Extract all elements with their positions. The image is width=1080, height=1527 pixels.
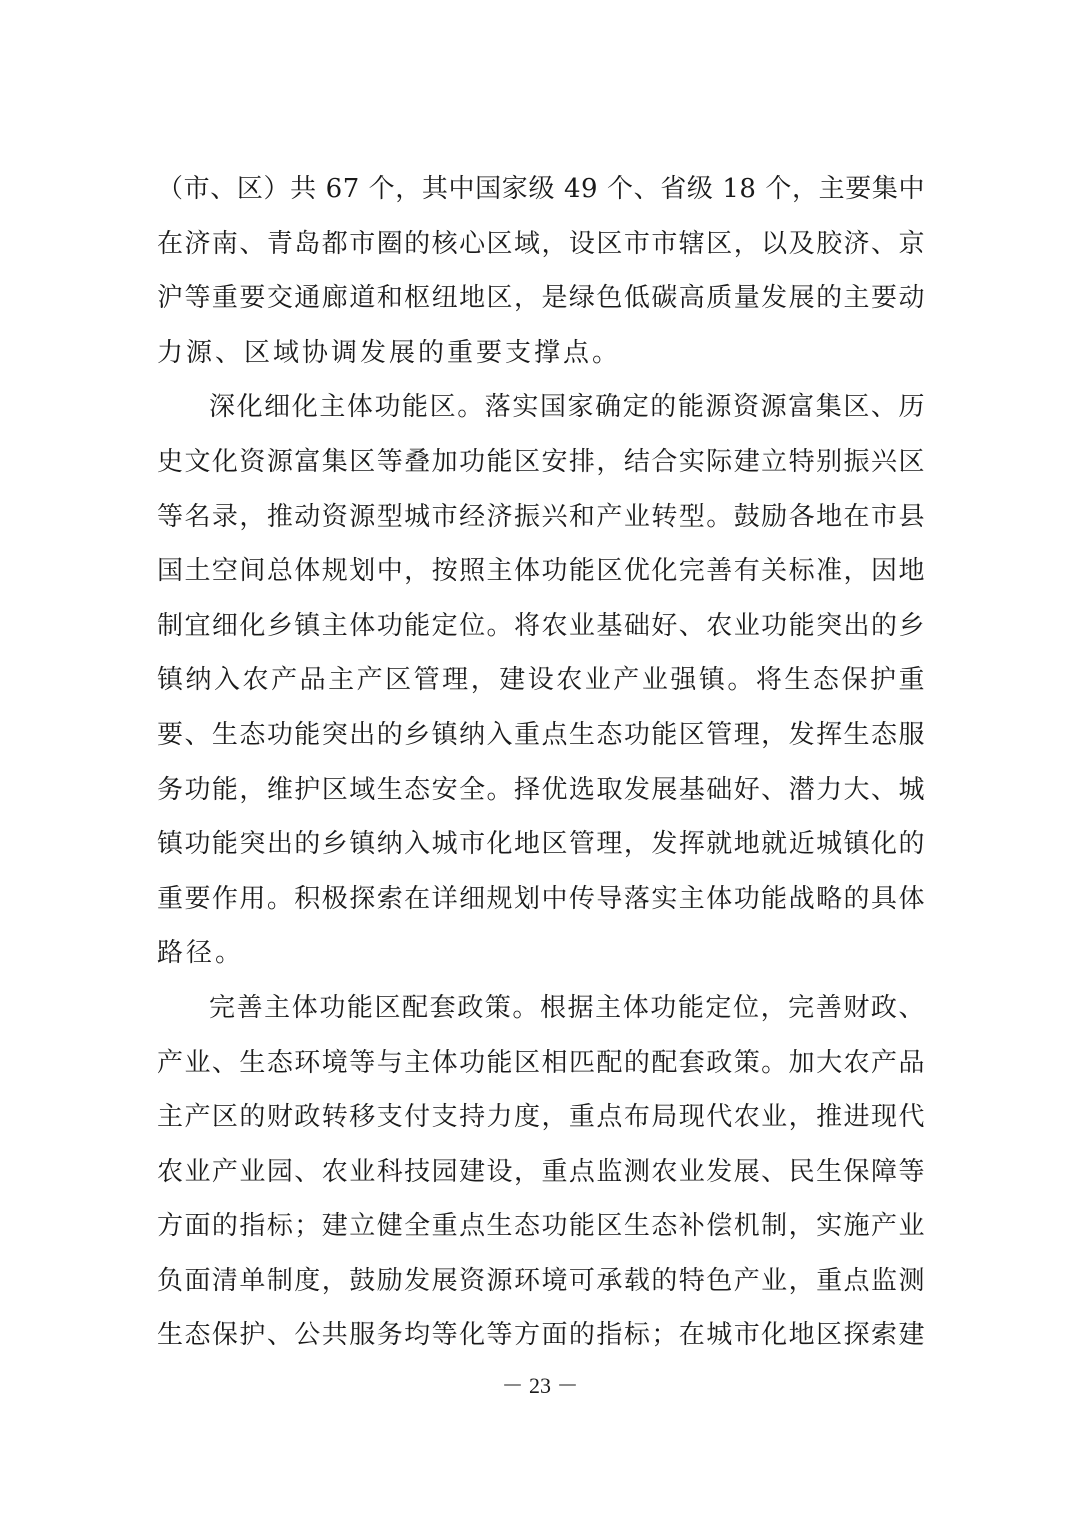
section-heading: 深化细化主体功能区。	[209, 392, 485, 423]
text-line: 路径。	[157, 938, 245, 969]
page-number: － 23 －	[501, 1373, 579, 1398]
text-line: 沪等重要交通廊道和枢纽地区，是绿色低碳高质量发展的主要动	[157, 283, 925, 314]
text-line: 等名录，推动资源型城市经济振兴和产业转型。鼓励各地在市县	[157, 501, 925, 532]
text-line: 在济南、青岛都市圈的核心区域，设区市市辖区，以及胶济、京	[157, 228, 925, 259]
text-line: 制宜细化乡镇主体功能定位。将农业基础好、农业功能突出的乡	[157, 610, 925, 641]
document-body	[157, 162, 925, 1363]
text-line: 史文化资源富集区等叠加功能区安排，结合实际建立特别振兴区	[157, 446, 925, 477]
section-heading: 完善主体功能区配套政策。	[209, 992, 540, 1023]
text-line: 务功能，维护区域生态安全。择优选取发展基础好、潜力大、城	[157, 774, 925, 805]
text-line: 要、生态功能突出的乡镇纳入重点生态功能区管理，发挥生态服	[157, 719, 925, 750]
paragraph	[157, 380, 925, 981]
text-line: 镇功能突出的乡镇纳入城市化地区管理，发挥就地就近城镇化的	[157, 829, 925, 860]
text-line: 重要作用。积极探索在详细规划中传导落实主体功能战略的具体	[157, 883, 925, 914]
text-line: 力源、区域协调发展的重要支撑点。	[157, 337, 622, 368]
text-line: 产业、生态环境等与主体功能区相匹配的配套政策。加大农产品	[157, 1047, 925, 1078]
text-span: 根据主体功能定位，完善财政、	[539, 992, 925, 1023]
text-line: 负面清单制度，鼓励发展资源环境可承载的特色产业，重点监测	[157, 1265, 925, 1296]
text-line: 生态保护、公共服务均等化等方面的指标；在城市化地区探索建	[157, 1320, 925, 1351]
paragraph	[157, 162, 925, 380]
text-line: 农业产业园、农业科技园建设，重点监测农业发展、民生保障等	[157, 1156, 925, 1187]
text-span: 落实国家确定的能源资源富集区、历	[484, 392, 925, 423]
paragraph	[157, 981, 925, 1363]
text-line: 方面的指标；建立健全重点生态功能区生态补偿机制，实施产业	[157, 1211, 925, 1242]
text-line	[157, 380, 925, 435]
text-line	[157, 981, 925, 1036]
text-line: 国土空间总体规划中，按照主体功能区优化完善有关标准，因地	[157, 556, 925, 587]
text-line: 镇纳入农产品主产区管理，建设农业产业强镇。将生态保护重	[157, 665, 925, 696]
text-line: 主产区的财政转移支付支持力度，重点布局现代农业，推进现代	[157, 1102, 925, 1133]
text-line: （市、区）共 67 个，其中国家级 49 个、省级 18 个，主要集中	[157, 174, 925, 204]
